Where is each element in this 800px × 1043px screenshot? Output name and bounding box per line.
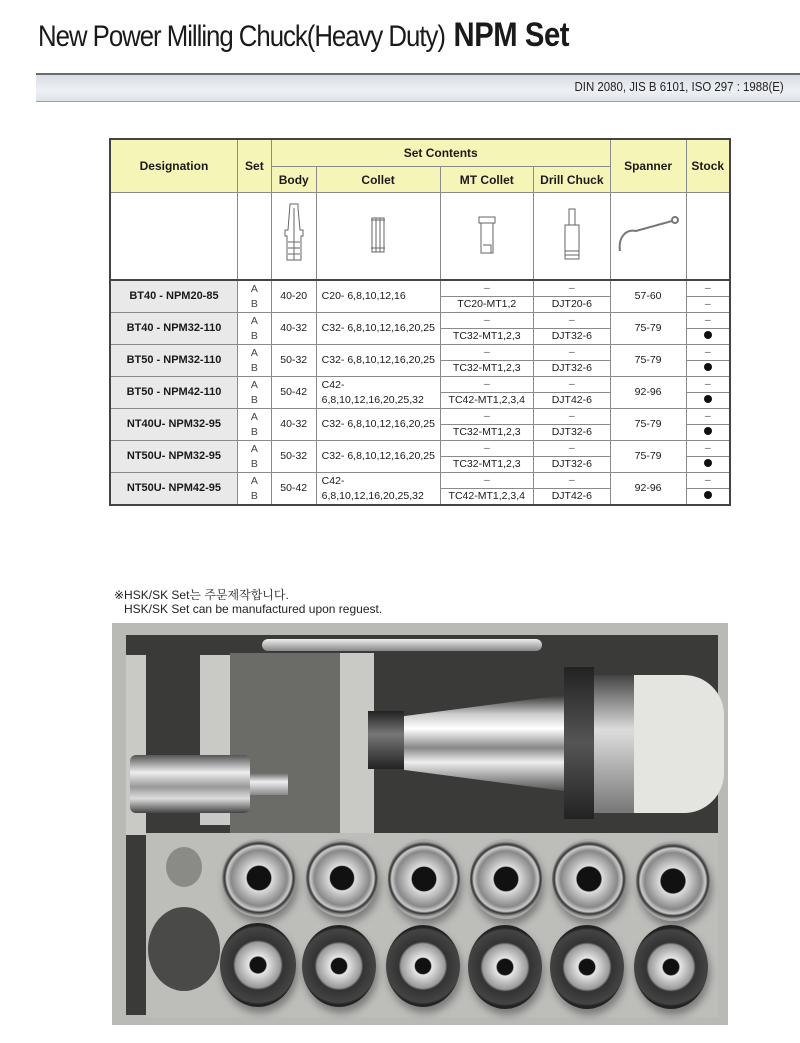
- mt-collet-a-cell: –: [440, 473, 534, 489]
- collet-cell: C32- 6,8,10,12,16,20,25: [316, 441, 440, 473]
- set-cell: [237, 280, 271, 313]
- collet-photo: [220, 923, 296, 1007]
- body-cell: 40-32: [271, 409, 316, 441]
- collet-photo: [470, 839, 542, 919]
- designation-cell: NT50U- NPM32-95: [110, 441, 237, 473]
- header-mt-collet: MT Collet: [440, 167, 534, 193]
- drill-chuck-a-cell: –: [534, 345, 611, 361]
- icon-row: [110, 193, 730, 281]
- stock-b-cell: [686, 361, 730, 377]
- drill-chuck-b-cell: DJT32-6: [534, 457, 611, 473]
- stock-a-cell: –: [686, 473, 730, 489]
- header-designation: Designation: [110, 139, 237, 193]
- stock-a-cell: –: [686, 441, 730, 457]
- set-a: A: [250, 282, 258, 295]
- mt-collet-b-cell: TC42-MT1,2,3,4: [440, 393, 534, 409]
- standards-text: DIN 2080, JIS B 6101, ISO 297 : 1988(E): [574, 79, 784, 94]
- set-a: A: [250, 474, 258, 487]
- mt-collet-b-cell: TC20-MT1,2: [440, 297, 534, 313]
- stock-b-cell: [686, 393, 730, 409]
- mt-collet-a-cell: –: [440, 280, 534, 297]
- body-cell: 50-42: [271, 473, 316, 506]
- set-a: A: [250, 346, 258, 359]
- collet-photo: [302, 925, 376, 1007]
- collet-cell: C42- 6,8,10,12,16,20,25,32: [316, 377, 440, 409]
- body-cell: 50-42: [271, 377, 316, 409]
- designation-cell: BT40 - NPM32-110: [110, 313, 237, 345]
- set-a: A: [250, 314, 258, 327]
- set-b: B: [250, 297, 258, 310]
- tray-hole: [148, 907, 220, 991]
- table-row: [110, 409, 730, 425]
- spanner-cell: 92-96: [610, 473, 686, 506]
- set-a: A: [250, 442, 258, 455]
- designation-cell: NT40U- NPM32-95: [110, 409, 237, 441]
- set-b: B: [250, 457, 258, 470]
- stock-a-cell: –: [686, 313, 730, 329]
- product-photo: [112, 623, 728, 1025]
- header-stock: Stock: [686, 139, 730, 193]
- mt-collet-b-cell: TC42-MT1,2,3,4: [440, 489, 534, 506]
- stock-dot-icon: [704, 395, 712, 403]
- drill-chuck-a-cell: –: [534, 280, 611, 297]
- stock-b-cell: [686, 329, 730, 345]
- milling-chuck-nut: [634, 675, 724, 813]
- note-korean: ※HSK/SK Set는 주문제작합니다.: [114, 588, 289, 602]
- collet-photo: [550, 925, 624, 1009]
- collet-cell: C32- 6,8,10,12,16,20,25: [316, 345, 440, 377]
- collet-photo: [222, 839, 296, 917]
- set-b: B: [250, 361, 258, 374]
- drill-chuck-photo: [130, 755, 250, 813]
- drill-chuck-b-cell: DJT32-6: [534, 425, 611, 441]
- drill-chuck-b-cell: DJT32-6: [534, 361, 611, 377]
- collet-cell: C32- 6,8,10,12,16,20,25: [316, 313, 440, 345]
- collet-photo: [386, 925, 460, 1007]
- set-cell: [237, 473, 271, 506]
- body-cell: 40-32: [271, 313, 316, 345]
- table-row: [110, 313, 730, 329]
- set-cell: [237, 345, 271, 377]
- collet-photo: [634, 925, 708, 1009]
- mt-collet-a-cell: –: [440, 377, 534, 393]
- designation-cell: BT40 - NPM20-85: [110, 280, 237, 313]
- drill-chuck-b-cell: DJT20-6: [534, 297, 611, 313]
- mt-collet-a-cell: –: [440, 441, 534, 457]
- collet-photo: [552, 839, 626, 919]
- hsk-sk-note: [114, 588, 382, 616]
- designation-cell: NT50U- NPM42-95: [110, 473, 237, 506]
- body-cell: 40-20: [271, 280, 316, 313]
- stock-dot-icon: [704, 331, 712, 339]
- spanner-cell: 57-60: [610, 280, 686, 313]
- title-bold: NPM Set: [453, 16, 570, 54]
- milling-chuck-collar: [564, 667, 594, 819]
- collet-cell: C42- 6,8,10,12,16,20,25,32: [316, 473, 440, 506]
- stock-b-cell: –: [686, 297, 730, 313]
- set-b: B: [250, 425, 258, 438]
- mt-collet-b-cell: TC32-MT1,2,3: [440, 361, 534, 377]
- milling-chuck-body: [594, 675, 634, 813]
- drill-chuck-icon: [562, 207, 582, 263]
- stock-b-cell: [686, 489, 730, 506]
- mt-collet-b-cell: TC32-MT1,2,3: [440, 329, 534, 345]
- spanner-cell: 75-79: [610, 409, 686, 441]
- header-collet: Collet: [316, 167, 440, 193]
- set-cell: [237, 441, 271, 473]
- header-set-contents: Set Contents: [271, 139, 610, 167]
- note-english: HSK/SK Set can be manufactured upon reguest.: [124, 602, 383, 616]
- spanner-cell: 75-79: [610, 313, 686, 345]
- mt-collet-icon: [478, 215, 496, 255]
- body-holder-icon: [281, 202, 307, 268]
- header-spanner: Spanner: [610, 139, 686, 193]
- drill-chuck-shank: [250, 773, 288, 795]
- collet-cell: C20- 6,8,10,12,16: [316, 280, 440, 313]
- tray-hole: [166, 847, 202, 887]
- collet-photo: [468, 925, 542, 1009]
- collet-cell: C32- 6,8,10,12,16,20,25: [316, 409, 440, 441]
- spanner-cell: 75-79: [610, 345, 686, 377]
- designation-cell: BT50 - NPM42-110: [110, 377, 237, 409]
- npm-set-table: [109, 138, 731, 506]
- set-b: B: [250, 393, 258, 406]
- standards-bar: [36, 73, 800, 102]
- page-title: [38, 16, 569, 55]
- collet-photo: [388, 839, 460, 919]
- mt-collet-a-cell: –: [440, 345, 534, 361]
- drill-chuck-b-cell: DJT42-6: [534, 393, 611, 409]
- table-row: [110, 441, 730, 457]
- spanner-cell: 92-96: [610, 377, 686, 409]
- drill-chuck-a-cell: –: [534, 441, 611, 457]
- set-cell: [237, 313, 271, 345]
- drill-chuck-a-cell: –: [534, 473, 611, 489]
- stock-a-cell: –: [686, 345, 730, 361]
- set-cell: [237, 377, 271, 409]
- stock-dot-icon: [704, 459, 712, 467]
- mt-collet-b-cell: TC32-MT1,2,3: [440, 425, 534, 441]
- set-b: B: [250, 489, 258, 502]
- designation-cell: BT50 - NPM32-110: [110, 345, 237, 377]
- table-row: [110, 473, 730, 489]
- set-a: A: [250, 378, 258, 391]
- header-set: Set: [237, 139, 271, 193]
- table-row: [110, 345, 730, 361]
- drill-chuck-b-cell: DJT32-6: [534, 329, 611, 345]
- stock-a-cell: –: [686, 280, 730, 297]
- spanner-photo: [262, 639, 542, 651]
- stock-dot-icon: [704, 491, 712, 499]
- collet-icon: [370, 216, 386, 254]
- stock-dot-icon: [704, 363, 712, 371]
- table-row: [110, 377, 730, 393]
- stock-a-cell: –: [686, 377, 730, 393]
- spanner-icon: [616, 215, 680, 255]
- collet-photo: [306, 839, 378, 917]
- drill-chuck-a-cell: –: [534, 377, 611, 393]
- drill-chuck-a-cell: –: [534, 313, 611, 329]
- set-b: B: [250, 329, 258, 342]
- collet-photo: [636, 841, 710, 921]
- chuck-flange: [368, 711, 404, 769]
- drill-chuck-b-cell: DJT42-6: [534, 489, 611, 506]
- stock-b-cell: [686, 457, 730, 473]
- mt-collet-a-cell: –: [440, 313, 534, 329]
- header-body: Body: [271, 167, 316, 193]
- title-main: New Power Milling Chuck(Heavy Duty): [38, 20, 445, 53]
- stock-a-cell: –: [686, 409, 730, 425]
- mt-collet-a-cell: –: [440, 409, 534, 425]
- spanner-cell: 75-79: [610, 441, 686, 473]
- set-cell: [237, 409, 271, 441]
- stock-dot-icon: [704, 427, 712, 435]
- set-a: A: [250, 410, 258, 423]
- drill-chuck-a-cell: –: [534, 409, 611, 425]
- mt-collet-b-cell: TC32-MT1,2,3: [440, 457, 534, 473]
- table-row: [110, 280, 730, 297]
- header-drill-chuck: Drill Chuck: [534, 167, 611, 193]
- body-cell: 50-32: [271, 345, 316, 377]
- stock-b-cell: [686, 425, 730, 441]
- body-cell: 50-32: [271, 441, 316, 473]
